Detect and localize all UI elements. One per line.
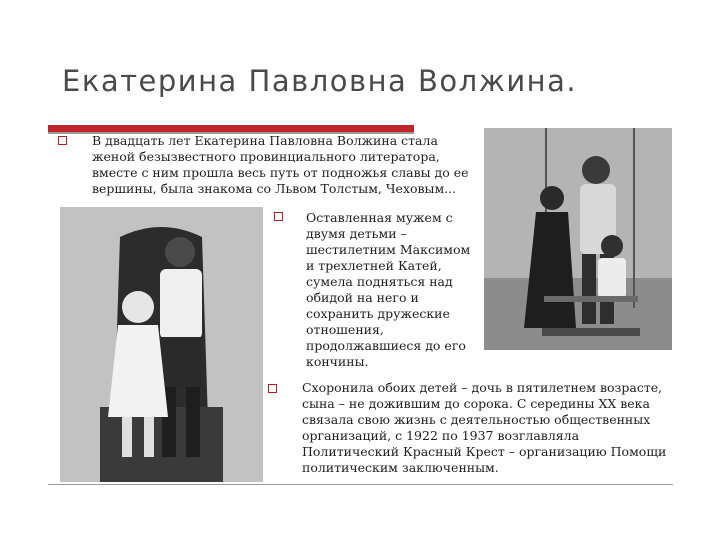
children-photo [60, 207, 263, 482]
bullet-icon-3 [268, 384, 277, 393]
paragraph-3: Схоронила обоих детей – дочь в пятилетнем возрасте, сына – не дожившим до сорока. С середины ХХ века связала свою жизнь с деятельностью общественных организаций, с 1922 по 1937 возглавляла Политический Красный Крест – организацию Помощи политическим заключенным. [302, 380, 667, 475]
bottom-divider [48, 484, 673, 485]
family-photo [484, 128, 672, 350]
slide-title: Екатерина Павловна Волжина. [62, 64, 578, 98]
bullet-icon-2 [274, 212, 283, 221]
paragraph-2: Оставленная мужем с двумя детьми – шестилетним Максимом и трехлетней Катей, сумела подняться над обидой на него и сохранить дружеские отношения, продолжавшиеся до его кончины. [306, 210, 471, 369]
title-underline-red [48, 125, 414, 132]
bullet-icon-1 [58, 136, 67, 145]
paragraph-1: В двадцать лет Екатерина Павловна Волжина стала женой безызвестного провинциального литератора, вместе с ним прошла весь путь от подножья славы до ее вершины, была знакома со Львом Толстым, Чеховым... [92, 133, 469, 196]
